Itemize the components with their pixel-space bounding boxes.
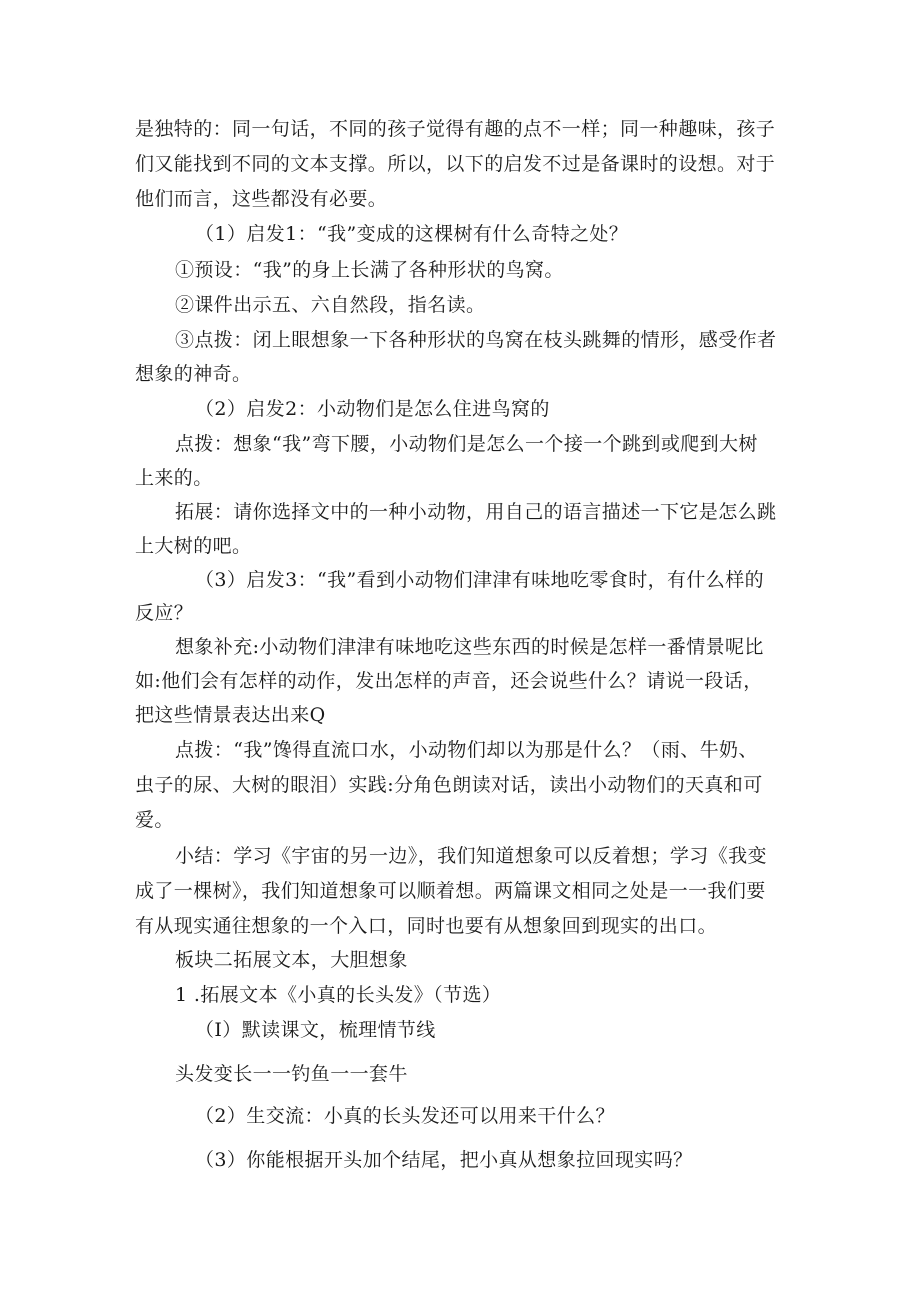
text-line: （3）你能根据开头加个结尾，把小真从想象拉回现实吗？ bbox=[195, 1149, 693, 1171]
text-line: （I）默读课文，梳理情节线 bbox=[195, 1019, 436, 1041]
text-line: 拓展：请你选择文中的一种小动物，用自己的语言描述一下它是怎么跳 bbox=[175, 501, 777, 523]
text-line: 点拨：想象“我”弯下腰，小动物们是怎么一个接一个跳到或爬到大树 bbox=[175, 433, 758, 455]
text-line: （2）启发2：小动物们是怎么住进鸟窝的 bbox=[195, 398, 550, 420]
text-line: 上大树的吧。 bbox=[135, 535, 252, 557]
text-line: （3）启发3：“我”看到小动物们津津有味地吃零食时，有什么样的 bbox=[195, 569, 765, 591]
text-line: 想象的神奇。 bbox=[135, 363, 252, 385]
text-line: ①预设：“我”的身上长满了各种形状的鸟窝。 bbox=[175, 259, 564, 281]
text-line: ③点拨：闭上眼想象一下各种形状的鸟窝在枝头跳舞的情形，感受作者 bbox=[175, 329, 777, 351]
text-line: 想象补充:小动物们津津有味地吃这些东西的时候是怎样一番情景呢比 bbox=[175, 636, 764, 658]
text-line: 头发变长一一钓鱼一一套牛 bbox=[175, 1063, 408, 1085]
section-heading: 板块二拓展文本，大胆想象 bbox=[175, 949, 408, 971]
text-line: 反应？ bbox=[135, 602, 194, 624]
text-line: 把这些情景表达出来Q bbox=[135, 704, 326, 726]
text-line: 是独特的：同一句话，不同的孩子觉得有趣的点不一样；同一种趣味，孩子 bbox=[135, 118, 776, 140]
text-line: 小结：学习《宇宙的另一边》，我们知道想象可以反着想；学习《我变 bbox=[175, 845, 767, 867]
text-line: 点拨：“我”馋得直流口水，小动物们却以为那是什么？（雨、牛奶、 bbox=[175, 739, 758, 761]
text-line: 虫子的尿、大树的眼泪）实践:分角色朗读对话，读出小动物们的天真和可 bbox=[135, 774, 763, 796]
text-line: 有从现实通往想象的一个入口，同时也要有从想象回到现实的出口。 bbox=[135, 915, 718, 937]
text-line: 爱。 bbox=[135, 809, 174, 831]
text-line: ②课件出示五、六自然段，指名读。 bbox=[175, 294, 486, 316]
text-line: 如:他们会有怎样的动作，发出怎样的声音，还会说些什么？请说一段话， bbox=[135, 670, 763, 692]
text-line: （1）启发1：“我”变成的这棵树有什么奇特之处？ bbox=[195, 223, 629, 245]
text-line: 成了一棵树》，我们知道想象可以顺着想。两篇课文相同之处是一一我们要 bbox=[135, 880, 766, 902]
text-line: 1 .拓展文本《小真的长头发》（节选） bbox=[175, 984, 502, 1006]
text-line: 他们而言，这些都没有必要。 bbox=[135, 188, 388, 210]
text-line: （2）生交流：小真的长头发还可以用来干什么？ bbox=[195, 1105, 615, 1127]
text-line: 上来的。 bbox=[135, 467, 213, 489]
text-line: 们又能找到不同的文本支撑。所以，以下的启发不过是备课时的设想。对于 bbox=[135, 153, 776, 175]
